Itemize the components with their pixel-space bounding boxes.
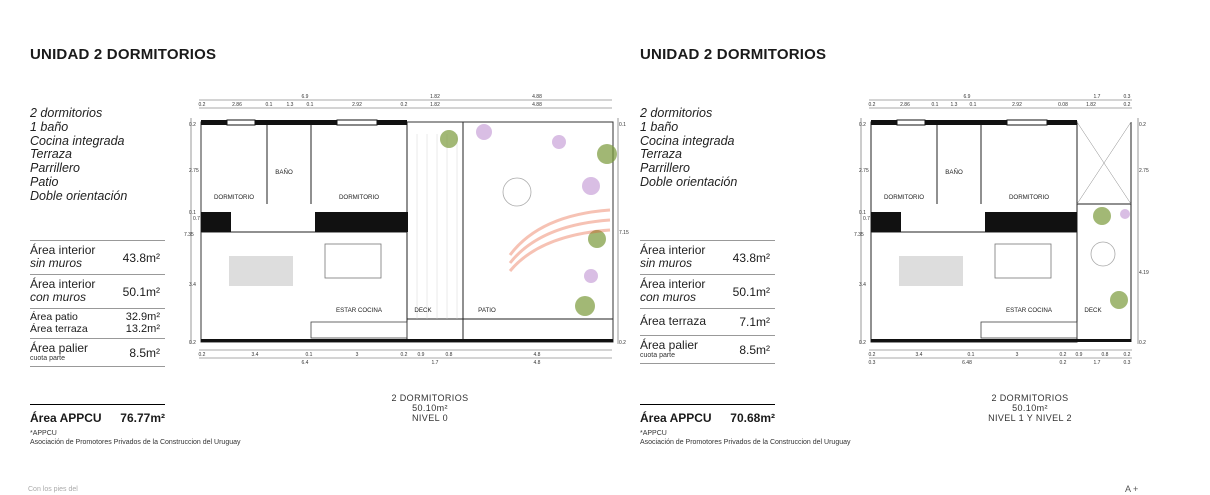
feature-item: Doble orientación — [640, 174, 738, 189]
svg-text:7.15: 7.15 — [619, 230, 629, 236]
areas-table — [640, 240, 775, 364]
feature-item: Cocina integrada — [30, 133, 125, 148]
area-interior-con-muros: Área interior con muros 50.1m² — [30, 275, 165, 309]
plan-caption: 2 DORMITORIOS 50.10m² NIVEL 0 — [391, 393, 469, 423]
svg-text:0.1: 0.1 — [619, 122, 626, 128]
svg-text:4.88: 4.88 — [532, 102, 542, 108]
room-label: ESTAR COCINA — [336, 307, 382, 314]
area-terraza: Área terraza 7.1m² — [640, 309, 775, 336]
svg-text:0.3: 0.3 — [868, 360, 876, 366]
room-label: BAÑO — [945, 169, 963, 176]
area-appcu: Área APPCU 76.77m² — [30, 404, 165, 425]
svg-text:0.2: 0.2 — [1123, 352, 1131, 358]
svg-text:6.48: 6.48 — [962, 360, 972, 366]
svg-text:1.82: 1.82 — [430, 94, 440, 100]
svg-text:0.2: 0.2 — [1139, 340, 1146, 346]
svg-text:1.82: 1.82 — [430, 102, 440, 108]
feature-item: Doble orientación — [30, 188, 128, 203]
feature-item: 1 baño — [30, 119, 69, 134]
svg-text:6.9: 6.9 — [963, 94, 971, 100]
svg-text:0.1: 0.1 — [306, 102, 314, 108]
svg-text:7.35: 7.35 — [184, 232, 194, 238]
svg-text:0.2: 0.2 — [1059, 360, 1067, 366]
svg-text:0.2: 0.2 — [189, 340, 196, 346]
svg-text:0.2: 0.2 — [400, 102, 408, 108]
svg-text:0.2: 0.2 — [859, 340, 866, 346]
svg-text:0.2: 0.2 — [198, 352, 206, 358]
svg-text:0.2: 0.2 — [400, 352, 408, 358]
svg-text:2.92: 2.92 — [1012, 102, 1022, 108]
svg-text:1.3: 1.3 — [950, 102, 958, 108]
plan-caption: 2 DORMITORIOS 50.10m² NIVEL 1 Y NIVEL 2 — [988, 393, 1072, 423]
svg-text:3.4: 3.4 — [915, 352, 923, 358]
unit-panel-nivel-1-2 — [610, 0, 1210, 495]
svg-text:0.1: 0.1 — [305, 352, 313, 358]
room-label: PATIO — [478, 307, 496, 314]
feature-item: Cocina integrada — [640, 133, 735, 148]
room-label: DORMITORIO — [883, 194, 925, 201]
svg-text:7.35: 7.35 — [854, 232, 864, 238]
svg-text:0.1: 0.1 — [969, 102, 977, 108]
areas-table — [30, 240, 165, 367]
svg-text:0.3: 0.3 — [1123, 360, 1131, 366]
room-label: DORMITORIO — [1008, 194, 1050, 201]
area-palier: Área palier cuota parte 8.5m² — [30, 339, 165, 367]
svg-text:4.8: 4.8 — [533, 360, 541, 366]
svg-text:1.3: 1.3 — [286, 102, 294, 108]
svg-text:0.1: 0.1 — [967, 352, 975, 358]
svg-text:0.08: 0.08 — [1058, 102, 1068, 108]
svg-text:6.4: 6.4 — [301, 360, 309, 366]
feature-item: 1 baño — [640, 119, 679, 134]
appcu-note: *APPCU Asociación de Promotores Privados de la Construccion del Uruguay — [640, 430, 851, 446]
appcu-note: *APPCU Asociación de Promotores Privados de la Construccion del Uruguay — [30, 430, 241, 446]
feature-item: Terraza — [640, 147, 682, 162]
features-list — [640, 107, 737, 190]
svg-text:0.2: 0.2 — [1139, 122, 1146, 128]
svg-text:0.2: 0.2 — [1123, 102, 1131, 108]
svg-text:0.1: 0.1 — [265, 102, 273, 108]
svg-text:0.8: 0.8 — [1101, 352, 1109, 358]
area-patio-terraza: Área patio 32.9m² Área terraza 13.2m² — [30, 309, 165, 339]
feature-item: 2 dormitorios — [30, 106, 103, 120]
svg-text:3.4: 3.4 — [251, 352, 259, 358]
svg-text:0.2: 0.2 — [868, 352, 876, 358]
svg-text:0.2: 0.2 — [1059, 352, 1067, 358]
area-palier: Área palier cuota parte 8.5m² — [640, 336, 775, 364]
svg-text:0.1: 0.1 — [859, 210, 866, 216]
svg-text:1.7: 1.7 — [1093, 94, 1101, 100]
features-list — [30, 107, 127, 204]
svg-text:0.8: 0.8 — [445, 352, 453, 358]
svg-text:4.19: 4.19 — [1139, 270, 1149, 276]
area-interior-sin-muros: Área interior sin muros 43.8m² — [640, 240, 775, 275]
svg-text:4.8: 4.8 — [533, 352, 541, 358]
svg-text:0.2: 0.2 — [189, 122, 196, 128]
room-label: BAÑO — [275, 169, 293, 176]
room-label: DECK — [1084, 307, 1102, 314]
svg-text:0.2: 0.2 — [868, 102, 876, 108]
svg-text:3.4: 3.4 — [859, 282, 866, 288]
svg-text:1.82: 1.82 — [1086, 102, 1096, 108]
feature-item: Parrillero — [640, 161, 691, 176]
svg-text:1.7: 1.7 — [1093, 360, 1101, 366]
area-interior-con-muros: Área interior con muros 50.1m² — [640, 275, 775, 309]
svg-text:0.9: 0.9 — [417, 352, 425, 358]
unit-title: UNIDAD 2 DORMITORIOS — [640, 46, 827, 63]
svg-text:0.9: 0.9 — [1075, 352, 1083, 358]
svg-text:2.75: 2.75 — [1139, 168, 1149, 174]
area-appcu: Área APPCU 70.68m² — [640, 404, 775, 425]
svg-text:3: 3 — [355, 352, 359, 358]
svg-text:2.86: 2.86 — [232, 102, 242, 108]
svg-text:6.9: 6.9 — [301, 94, 309, 100]
svg-text:2.75: 2.75 — [859, 168, 869, 174]
svg-text:2.75: 2.75 — [189, 168, 199, 174]
footer-icons: A + — [1125, 484, 1139, 494]
footer-text: Con los pies del — [28, 486, 78, 493]
room-label: DORMITORIO — [338, 194, 380, 201]
svg-text:0.2: 0.2 — [859, 122, 866, 128]
svg-text:0.3: 0.3 — [1123, 94, 1131, 100]
room-label: DORMITORIO — [213, 194, 255, 201]
svg-text:0.2: 0.2 — [619, 340, 626, 346]
room-label: DECK — [414, 307, 432, 314]
svg-text:0.7: 0.7 — [193, 216, 200, 222]
svg-text:3.4: 3.4 — [189, 282, 196, 288]
area-interior-sin-muros: Área interior sin muros 43.8m² — [30, 240, 165, 275]
feature-item: Patio — [30, 174, 59, 189]
feature-item: Terraza — [30, 147, 72, 162]
floor-plan-nivel-1-2 — [854, 94, 1149, 374]
unit-title: UNIDAD 2 DORMITORIOS — [30, 46, 217, 63]
feature-item: Parrillero — [30, 161, 81, 176]
watermark-logo — [500, 205, 620, 285]
svg-text:2.86: 2.86 — [900, 102, 910, 108]
svg-text:4.88: 4.88 — [532, 94, 542, 100]
svg-text:0.7: 0.7 — [863, 216, 870, 222]
svg-text:0.1: 0.1 — [931, 102, 939, 108]
svg-text:3: 3 — [1015, 352, 1019, 358]
svg-text:2.92: 2.92 — [352, 102, 362, 108]
feature-item: 2 dormitorios — [640, 106, 713, 120]
svg-text:1.7: 1.7 — [431, 360, 439, 366]
svg-text:0.2: 0.2 — [198, 102, 206, 108]
room-label: ESTAR COCINA — [1006, 307, 1052, 314]
svg-text:0.1: 0.1 — [189, 210, 196, 216]
